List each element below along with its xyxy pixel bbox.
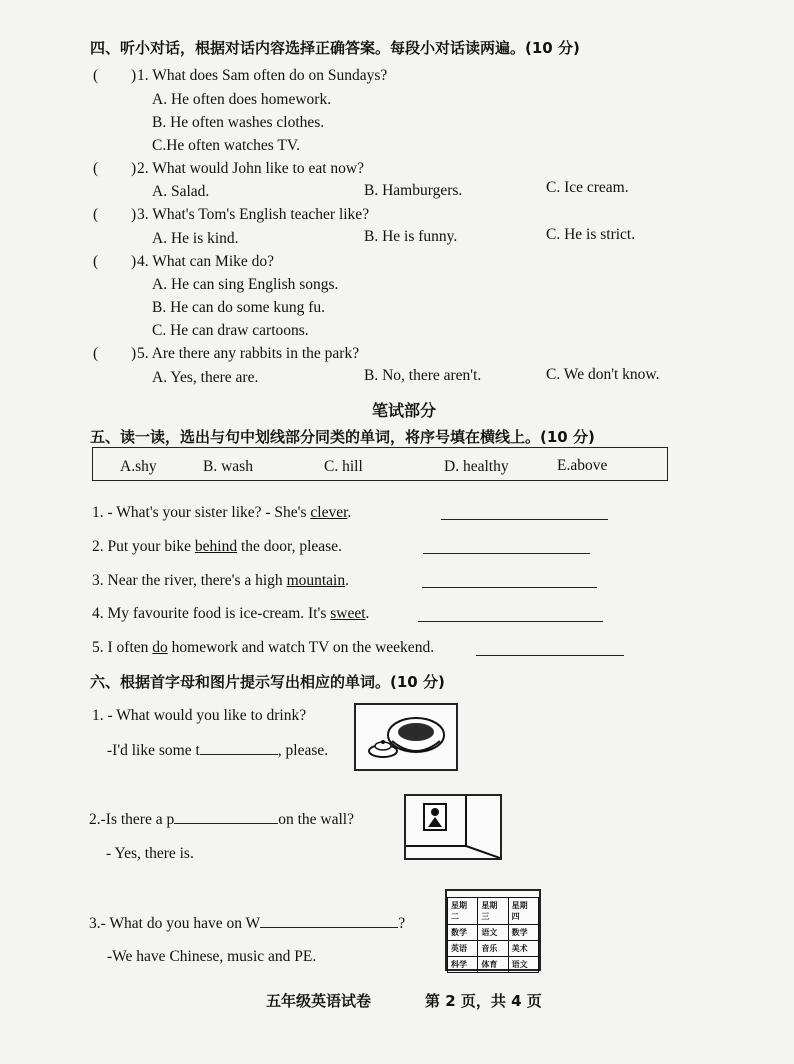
wall-picture bbox=[404, 794, 502, 860]
answer-paren-4: ( bbox=[93, 253, 99, 270]
answer-paren-5: ( bbox=[93, 345, 99, 362]
question-3-option-b: B. He is funny. bbox=[364, 228, 458, 245]
question-4-option-a: A. He can sing English songs. bbox=[152, 276, 339, 293]
question-5-option-b: B. No, there aren't. bbox=[364, 367, 482, 384]
timetable-cell: 体育 bbox=[478, 957, 508, 973]
word-option-d: D. healthy bbox=[444, 458, 509, 475]
timetable-cell: 数学 bbox=[508, 925, 538, 941]
footer-page-number: 第 2 页，共 4 页 bbox=[425, 992, 542, 1010]
question-1-stem: 1. What does Sam often do on Sundays? bbox=[137, 67, 388, 84]
section-5-title: 五、读一读，选出与句中划线部分同类的单词，将序号填在横线上。(10 分) bbox=[90, 428, 595, 446]
picture-question-3-line-1: 3.- What do you have on W ? bbox=[89, 915, 406, 932]
picture-question-1-line-1: 1. - What would you like to drink? bbox=[92, 707, 307, 724]
sentence-5: 5. I often do homework and watch TV on the weekend. bbox=[92, 639, 435, 656]
answer-paren-2: ( bbox=[93, 160, 99, 177]
question-4-option-b: B. He can do some kung fu. bbox=[152, 299, 326, 316]
picture-question-3-line-2: -We have Chinese, music and PE. bbox=[107, 948, 317, 965]
question-4-option-c: C. He can draw cartoons. bbox=[152, 322, 309, 339]
answer-paren-close-2: ) bbox=[131, 160, 137, 177]
timetable-cell: 语文 bbox=[478, 925, 508, 941]
timetable bbox=[447, 897, 539, 973]
timetable-picture bbox=[445, 889, 541, 971]
question-5-option-c: C. We don't know. bbox=[546, 366, 660, 383]
question-4-stem: 4. What can Mike do? bbox=[137, 253, 275, 270]
timetable-cell: 语文 bbox=[508, 957, 538, 973]
section-6-title: 六、根据首字母和图片提示写出相应的单词。(10 分) bbox=[90, 673, 445, 691]
question-3-stem: 3. What's Tom's English teacher like? bbox=[137, 206, 370, 223]
sentence-3: 3. Near the river, there's a high mountain. bbox=[92, 572, 349, 589]
sentence-4: 4. My favourite food is ice-cream. It's sweet. bbox=[92, 605, 370, 622]
answer-blank-5[interactable] bbox=[476, 655, 624, 656]
answer-blank-tea[interactable] bbox=[200, 740, 278, 755]
sentence-2: 2. Put your bike behind the door, please. bbox=[92, 538, 342, 555]
timetable-cell: 美术 bbox=[508, 941, 538, 957]
question-2-option-b: B. Hamburgers. bbox=[364, 182, 463, 199]
answer-paren-close-1: ) bbox=[131, 67, 137, 84]
question-2-option-a: A. Salad. bbox=[152, 183, 210, 200]
timetable-cell: 星期二 bbox=[448, 898, 478, 925]
question-5-stem: 5. Are there any rabbits in the park? bbox=[137, 345, 360, 362]
tea-picture bbox=[354, 703, 458, 771]
answer-paren-close-4: ) bbox=[131, 253, 137, 270]
word-option-e: E.above bbox=[557, 457, 608, 474]
question-1-option-a: A. He often does homework. bbox=[152, 91, 332, 108]
answer-paren-close-5: ) bbox=[131, 345, 137, 362]
timetable-cell: 星期四 bbox=[508, 898, 538, 925]
timetable-cell: 星期三 bbox=[478, 898, 508, 925]
answer-blank-2[interactable] bbox=[423, 553, 590, 554]
answer-blank-4[interactable] bbox=[418, 621, 603, 622]
answer-paren-1: ( bbox=[93, 67, 99, 84]
question-5-option-a: A. Yes, there are. bbox=[152, 369, 259, 386]
question-3-option-a: A. He is kind. bbox=[152, 230, 239, 247]
word-option-b: B. wash bbox=[203, 458, 253, 475]
written-part-title: 笔试部分 bbox=[372, 401, 437, 420]
answer-blank-weekday[interactable] bbox=[260, 913, 398, 928]
timetable-cell: 英语 bbox=[448, 941, 478, 957]
answer-blank-1[interactable] bbox=[441, 519, 608, 520]
footer-exam-title: 五年级英语试卷 bbox=[266, 992, 372, 1010]
question-2-stem: 2. What would John like to eat now? bbox=[137, 160, 365, 177]
timetable-cell: 音乐 bbox=[478, 941, 508, 957]
picture-question-2-line-2: - Yes, there is. bbox=[106, 845, 194, 862]
question-1-option-b: B. He often washes clothes. bbox=[152, 114, 325, 131]
picture-question-2-line-1: 2.-Is there a p on the wall? bbox=[89, 811, 354, 828]
framed-picture-icon bbox=[406, 796, 500, 858]
word-option-c: C. hill bbox=[324, 458, 363, 475]
sentence-1: 1. - What's your sister like? - She's clever. bbox=[92, 504, 352, 521]
question-2-option-c: C. Ice cream. bbox=[546, 179, 629, 196]
answer-blank-picture[interactable] bbox=[174, 809, 278, 824]
word-option-a: A.shy bbox=[120, 458, 157, 475]
question-3-option-c: C. He is strict. bbox=[546, 226, 636, 243]
answer-paren-3: ( bbox=[93, 206, 99, 223]
answer-blank-3[interactable] bbox=[422, 587, 597, 588]
answer-paren-close-3: ) bbox=[131, 206, 137, 223]
question-1-option-c: C.He often watches TV. bbox=[152, 137, 300, 154]
timetable-cell: 科学 bbox=[448, 957, 478, 973]
tea-cup-icon bbox=[356, 705, 456, 769]
section-4-title: 四、听小对话，根据对话内容选择正确答案。每段小对话读两遍。(10 分) bbox=[90, 39, 580, 57]
picture-question-1-line-2: -I'd like some t , please. bbox=[107, 742, 329, 759]
timetable-cell: 数学 bbox=[448, 925, 478, 941]
